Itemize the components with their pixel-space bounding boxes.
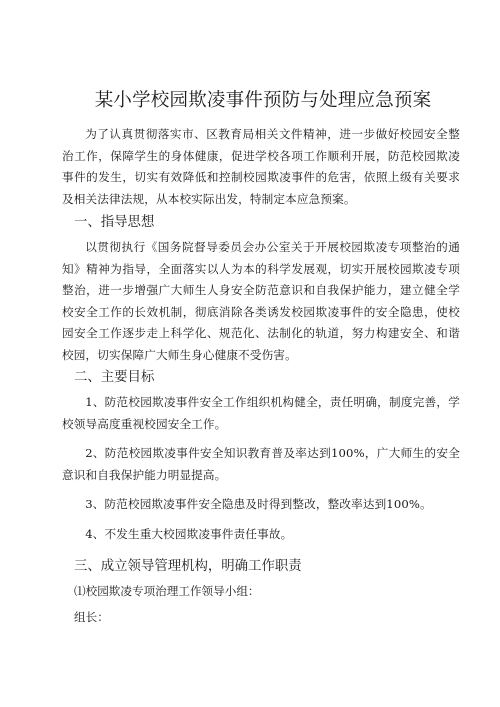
section-heading-guiding-ideology: 一、指导思想 [74,215,155,230]
document-title: 某小学校园欺凌事件预防与处理应急预案 [94,90,432,111]
goal-item-4: 4、不发生重大校园欺凌事件责任事故。 [85,526,293,541]
intro-paragraph: 为了认真贯彻落实市、区教育局相关文件精神，进一步做好校园安全整治工作，保障学生的身体健康，促进学校各项工作顺利开展，防范校园欺凌事件的发生，切实有效降低和控制校园欺凌事件的危害，依照上级有关要求及相关法律法规，从本校实际出发，特制定本应急预案。 [62,127,460,206]
section-heading-main-goals: 二、主要目标 [74,370,155,385]
goal-item-2: 2、防范校园欺凌事件安全知识教育普及率达到100%，广大师生的安全意识和自我保护能力明显提高。 [62,446,460,482]
group-leader-line: 组长： [74,609,109,624]
section-heading-leadership: 三、成立领导管理机构，明确工作职责 [74,559,302,574]
leadership-group-line: ⑴校园欺凌专项治理工作领导小组： [74,584,260,598]
guiding-ideology-paragraph: 以贯彻执行《国务院督导委员会办公室关于开展校园欺凌专项整治的通知》精神为指导，全面落实以人为本的科学发展观，切实开展校园欺凌专项整治，进一步增强广大师生人身安全防范意识和自我保护能力，建立健全学校安全工作的长效机制，彻底消除各类诱发校园欺凌事件的安全隐患，使校园安全工作逐步走上科学化、规范化、法制化的轨道，努力构建安全、和谐校园，切实保障广大师生身心健康不受伤害。 [62,240,460,362]
goal-item-3: 3、防范校园欺凌事件安全隐患及时得到整改，整改率达到100%。 [85,497,432,511]
goal-item-1: 1、防范校园欺凌事件安全工作组织机构健全，责任明确，制度完善，学校领导高度重视校园安全工作。 [62,395,460,431]
